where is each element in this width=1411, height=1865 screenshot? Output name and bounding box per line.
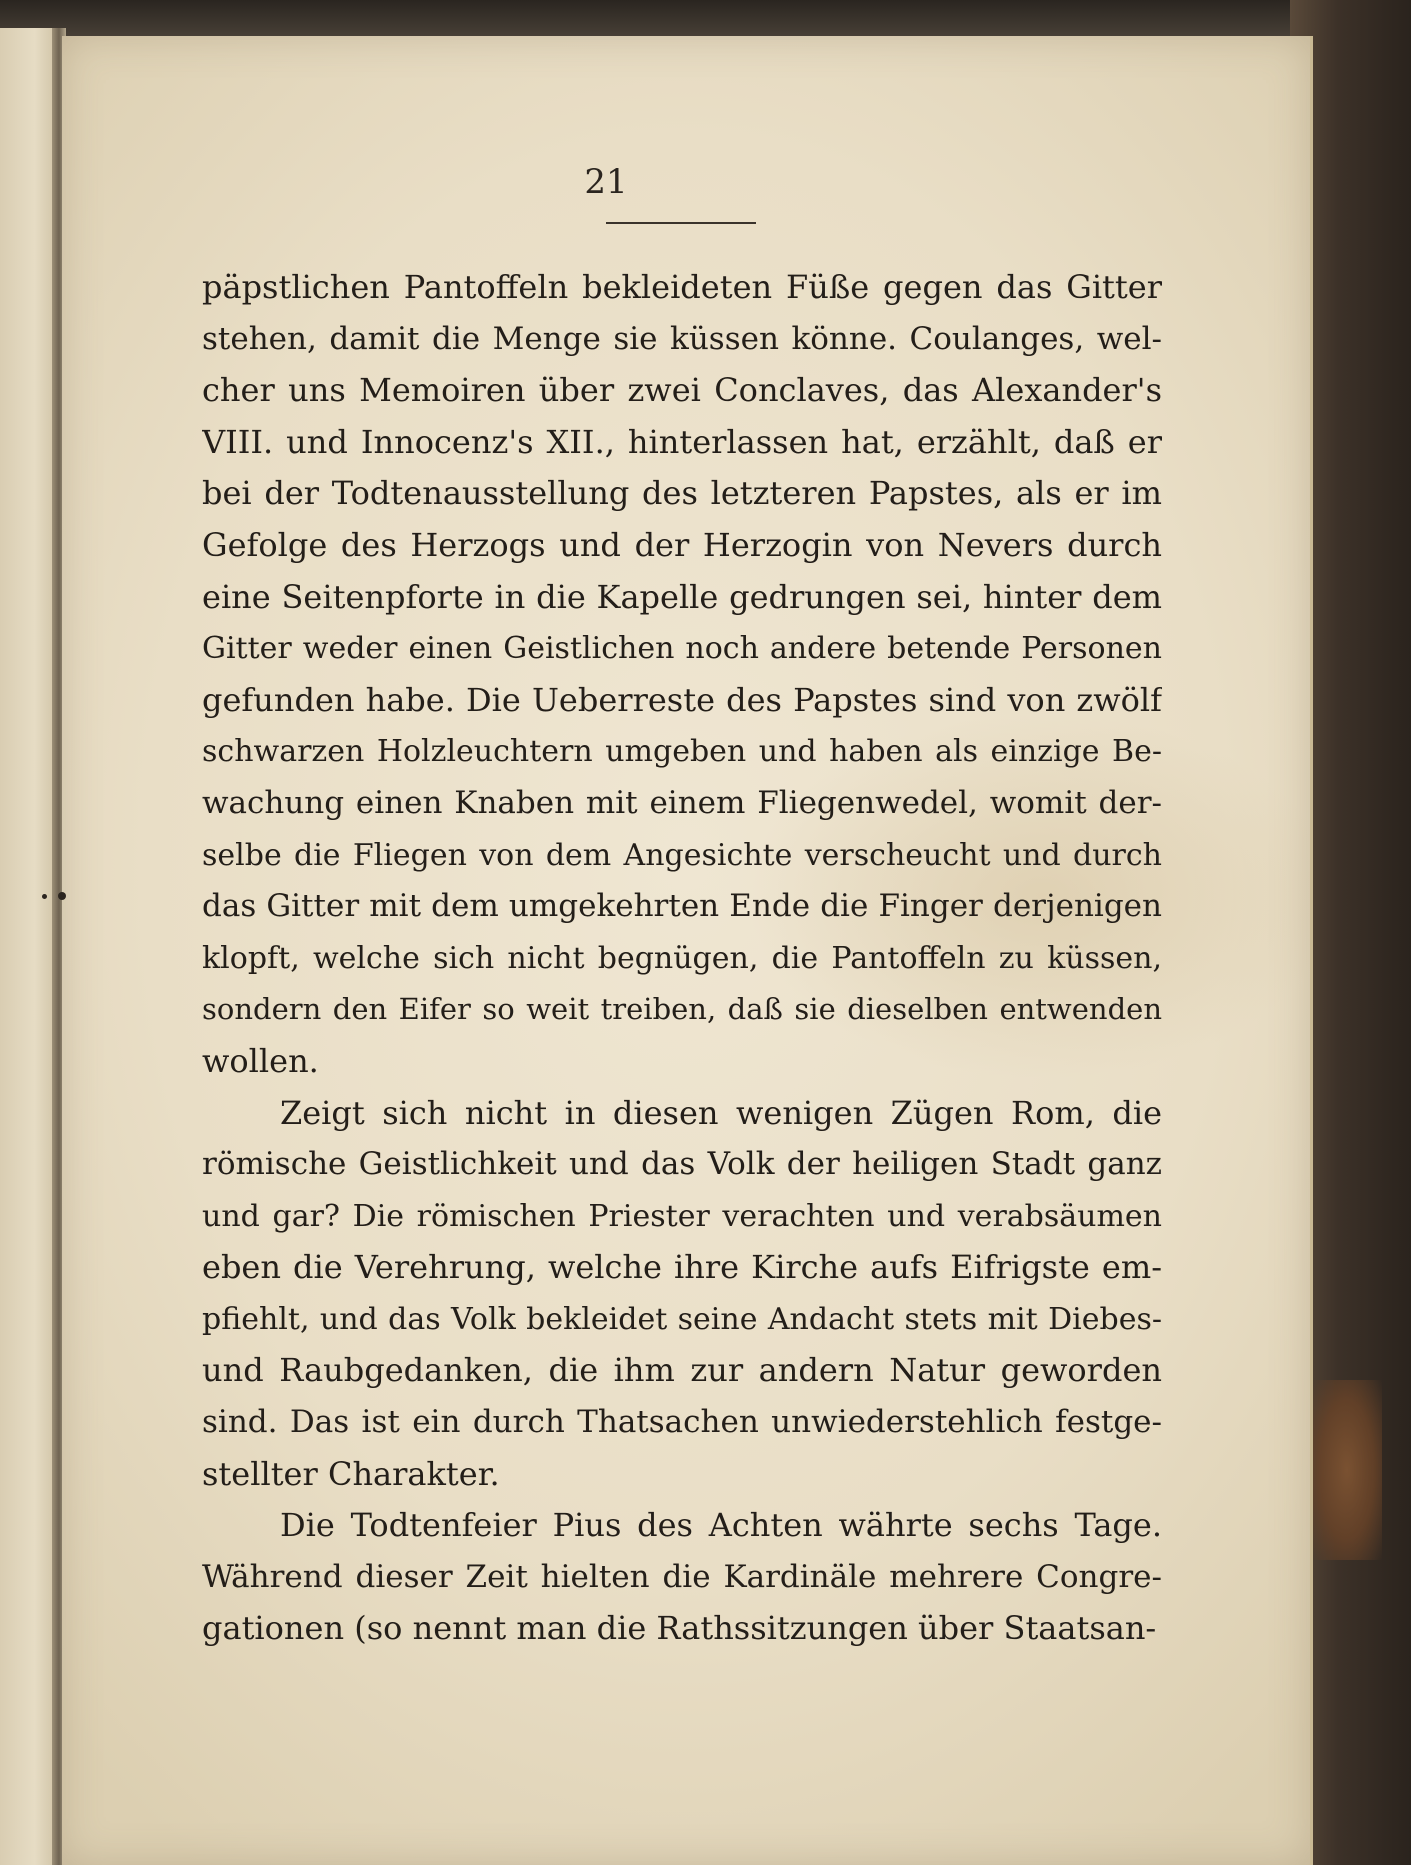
page-number: 21 <box>584 162 628 202</box>
body-text <box>202 262 1162 1655</box>
text-line: VIII. und Innocenz's XII., hinterlassen hat, erzählt, daß er <box>202 422 1162 461</box>
text-line: eben die Verehrung, welche ihre Kirche aufs Eifrigste em- <box>202 1248 1162 1287</box>
text-line: das Gitter mit dem umgekehrten Ende die Finger derjenigen <box>202 888 1162 925</box>
book-cover-top-edge <box>0 0 1411 40</box>
text-line: gefunden habe. Die Ueberreste des Papstes sind von zwölf <box>202 680 1162 719</box>
text-line: wollen. <box>202 1041 319 1080</box>
text-line: Während dieser Zeit hielten die Kardinäle mehrere Congre- <box>202 1558 1162 1595</box>
text-line: wachung einen Knaben mit einem Fliegenwedel, womit der- <box>202 784 1162 821</box>
paragraph <box>202 1500 1162 1655</box>
previous-page-edge <box>0 28 58 1865</box>
ink-speck <box>58 892 66 900</box>
text-line: Die Todtenfeier Pius des Achten währte sechs Tage. <box>280 1506 1162 1545</box>
text-line: klopft, welche sich nicht begnügen, die Pantoffeln zu küssen, <box>202 940 1162 976</box>
text-line: gationen (so nennt man die Rathssitzungen über Staatsan- <box>202 1609 1157 1648</box>
text-line: bei der Todtenausstellung des letzteren Papstes, als er im <box>202 474 1162 513</box>
book-page <box>62 36 1313 1865</box>
text-line: sind. Das ist ein durch Thatsachen unwiederstehlich festge- <box>202 1404 1162 1441</box>
text-line: Zeigt sich nicht in diesen wenigen Zügen Rom, die <box>280 1093 1162 1132</box>
text-line: und Raubgedanken, die ihm zur andern Natur geworden <box>202 1351 1162 1390</box>
paragraph <box>202 1088 1162 1501</box>
text-line: pfiehlt, und das Volk bekleidet seine Andacht stets mit Diebes- <box>202 1301 1162 1337</box>
text-line: stehen, damit die Menge sie küssen könne. Coulanges, wel- <box>202 320 1162 357</box>
text-line: schwarzen Holzleuchtern umgeben und haben als einzige Be- <box>202 734 1162 770</box>
worn-cover-patch <box>1312 1380 1382 1560</box>
text-line: cher uns Memoiren über zwei Conclaves, das Alexander's <box>202 371 1162 410</box>
text-line: Gitter weder einen Geistlichen noch andere betende Personen <box>202 631 1162 667</box>
text-line: und gar? Die römischen Priester verachten und verabsäumen <box>202 1198 1162 1234</box>
text-line: eine Seitenpforte in die Kapelle gedrungen sei, hinter dem <box>202 577 1162 616</box>
text-line: päpstlichen Pantoffeln bekleideten Füße gegen das Gitter <box>202 268 1162 306</box>
text-line: Gefolge des Herzogs und der Herzogin von Nevers durch <box>202 525 1162 564</box>
paragraph <box>202 262 1162 1088</box>
page-number-rule <box>606 222 756 224</box>
ink-speck <box>42 894 47 899</box>
text-line: stellter Charakter. <box>202 1454 500 1493</box>
text-line: sondern den Eifer so weit treiben, daß sie dieselben entwenden <box>202 992 1162 1027</box>
text-line: selbe die Fliegen von dem Angesichte verscheucht und durch <box>202 837 1162 873</box>
text-line: römische Geistlichkeit und das Volk der heiligen Stadt ganz <box>202 1146 1162 1183</box>
